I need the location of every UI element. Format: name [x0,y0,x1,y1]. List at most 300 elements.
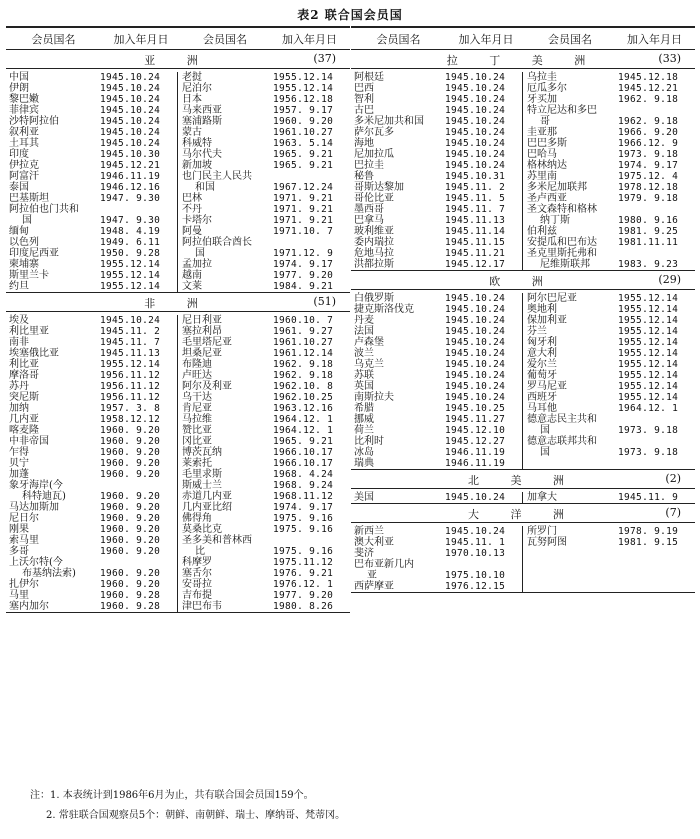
region-header [351,470,695,489]
member-name: 伊朗 [9,83,29,94]
join-date: 1945.10.25 [445,403,506,414]
table-row [524,414,695,425]
table-row [524,259,695,270]
table-row [524,381,695,392]
table-header [351,26,695,50]
member-column [6,315,177,612]
member-name: 博茨瓦纳 [182,447,222,458]
join-date: 1945.10.24 [445,381,506,392]
table-row [179,370,350,381]
table-row [179,546,350,557]
table-row [6,436,177,447]
member-name: 不丹 [182,204,202,215]
join-date: 1960. 9.20 [100,546,161,557]
join-date: 1960. 9.28 [100,590,161,601]
join-date: 1945.10.30 [100,149,161,160]
table-row [179,248,350,259]
join-date: 1950. 9.28 [100,248,161,259]
header-date-2: 加入年月日 [627,32,682,46]
member-name: 几内亚比绍 [182,502,232,513]
join-date: 1960. 9.20 [100,425,161,436]
table-row [6,403,177,414]
join-date: 1976.12.15 [445,581,506,592]
member-name: 中国 [9,72,29,83]
region-header [351,504,695,523]
table-row [524,237,695,248]
member-name: 摩洛哥 [9,370,39,381]
region-count: (2) [665,472,681,485]
member-name: 阿尔及利亚 [182,381,232,392]
join-date: 1983. 9.23 [618,259,679,270]
table-row [179,403,350,414]
join-date: 1978.12.18 [618,182,679,193]
member-name: 西萨摩亚 [354,581,394,592]
join-date: 1945.11.14 [445,226,506,237]
member-column [522,526,695,592]
member-name: 沙特阿拉伯 [9,116,59,127]
table-row [6,579,177,590]
table-row [179,392,350,403]
join-date: 1960. 9.20 [100,524,161,535]
member-name: 塞拉利昂 [182,326,222,337]
left-table [6,26,350,613]
join-date: 1947. 9.30 [100,215,161,226]
member-name: 科威特 [182,138,212,149]
table-row [351,193,522,204]
table-row [179,237,350,248]
member-name: 乌拉圭 [527,72,557,83]
join-date: 1945.10.24 [100,315,161,326]
join-date: 1955.12.14 [273,83,334,94]
member-column [522,492,695,503]
member-name: 贝宁 [9,458,29,469]
member-name: 尼日尔 [9,513,39,524]
member-name: 圣克里斯托弗和 [527,248,597,259]
join-date: 1946.11.19 [445,447,506,458]
join-date: 1947. 9.30 [100,193,161,204]
member-name: 墨西哥 [354,204,384,215]
table-row [351,570,522,581]
member-name: 德意志民主共和 [527,414,597,425]
table-row [351,149,522,160]
join-date: 1975.12. 4 [618,171,679,182]
join-date: 1945.11. 1 [445,537,506,548]
table-row [179,215,350,226]
join-date [445,559,521,570]
member-name: 阿拉伯联合酋长 [182,237,252,248]
join-date: 1948. 4.19 [100,226,161,237]
table-row [524,492,695,503]
member-name: 莱索托 [182,458,212,469]
table-row [524,537,695,548]
join-date: 1945.10.24 [100,83,161,94]
table-row [6,215,177,226]
join-date: 1945.11. 2 [100,326,161,337]
join-date: 1955.12.14 [618,359,679,370]
member-name: 斐济 [354,548,374,559]
join-date: 1945.10.24 [445,160,506,171]
join-date: 1955.12.14 [618,326,679,337]
join-date: 1945.11. 7 [100,337,161,348]
member-name: 阿尔巴尼亚 [527,293,577,304]
join-date: 1945.10.24 [445,127,506,138]
member-name: 哥伦比亚 [354,193,394,204]
region-header [351,271,695,290]
join-date: 1955.12.14 [100,270,161,281]
member-name: 古巴 [354,105,374,116]
join-date: 1945.10.24 [445,94,506,105]
table-row [179,513,350,524]
join-date: 1958.12.12 [100,414,161,425]
table-row [6,127,177,138]
table-row [351,248,522,259]
join-date [618,204,694,215]
table-row [351,392,522,403]
member-name: 白俄罗斯 [354,293,394,304]
member-name: 海地 [354,138,374,149]
member-name: 纳丁斯 [540,215,570,226]
member-name: 圣多美和普林西 [182,535,252,546]
join-date: 1981. 9.15 [618,537,679,548]
member-column [351,72,522,270]
member-name: 尼日利亚 [182,315,222,326]
member-name: 格林纳达 [527,160,567,171]
join-date: 1962. 9.18 [273,359,334,370]
member-name: 英国 [354,381,374,392]
member-name: 波兰 [354,348,374,359]
join-date: 1955.12.14 [618,304,679,315]
table-row [524,315,695,326]
table-row [351,226,522,237]
join-date: 1965. 9.21 [273,160,334,171]
join-date [618,414,694,425]
table-row [524,348,695,359]
header-date-1: 加入年月日 [113,32,169,46]
member-name: 科特迪瓦) [22,491,66,502]
table-row [6,557,177,568]
table-row [179,491,350,502]
table-row [524,160,695,171]
join-date: 1962.10. 8 [273,381,334,392]
member-name: 葡萄牙 [527,370,557,381]
table-row [524,204,695,215]
join-date [273,237,349,248]
table-row [524,326,695,337]
header-name-2: 会员国名 [203,32,247,46]
table-row [6,182,177,193]
table-row [524,105,695,116]
member-name: 马尔代夫 [182,149,222,160]
region-block [6,69,350,293]
table-row [179,436,350,447]
join-date: 1980. 8.26 [273,601,334,612]
table-row [351,160,522,171]
table-row [179,381,350,392]
member-name: 乍得 [9,447,29,458]
member-name: 比利时 [354,436,384,447]
member-name: 巴拿马 [354,215,384,226]
table-row [179,259,350,270]
table-row [6,513,177,524]
join-date: 1960. 9.20 [100,579,161,590]
member-name: 新西兰 [354,526,384,537]
table-row [6,270,177,281]
member-name: 巴哈马 [527,149,557,160]
join-date: 1979. 9.18 [618,193,679,204]
member-name: 中非帝国 [9,436,49,447]
member-name: 危地马拉 [354,248,394,259]
table-row [179,94,350,105]
join-date: 1962. 9.18 [618,94,679,105]
join-date: 1957. 9.17 [273,105,334,116]
member-name: 巴基斯坦 [9,193,49,204]
join-date: 1976.12. 1 [273,579,334,590]
join-date: 1973. 9.18 [618,149,679,160]
join-date [100,480,176,491]
table-row [179,480,350,491]
join-date: 1956.12.18 [273,94,334,105]
region-block [6,312,350,613]
table-row [524,436,695,447]
join-date: 1971. 9.21 [273,193,334,204]
join-date: 1973. 9.18 [618,447,679,458]
table-row [6,348,177,359]
member-name: 黎巴嫩 [9,94,39,105]
join-date: 1945.10.24 [445,83,506,94]
join-date: 1946.11.19 [100,171,161,182]
join-date: 1945.10.24 [445,116,506,127]
join-date: 1945.10.24 [445,149,506,160]
member-name: 苏联 [354,370,374,381]
member-name: 巴拉圭 [354,160,384,171]
member-name: 亚 [367,570,377,581]
table-row [6,568,177,579]
region-name: 北 美 洲 [468,474,578,487]
table-row [351,94,522,105]
join-date: 1945.10.24 [445,359,506,370]
member-name: 苏丹 [9,381,29,392]
join-date: 1963. 5.14 [273,138,334,149]
table-row [179,160,350,171]
join-date: 1960. 9.20 [100,469,161,480]
table-row [351,425,522,436]
member-column [522,293,695,469]
table-row [6,469,177,480]
table-row [524,116,695,127]
member-name: 卡塔尔 [182,215,212,226]
table-row [6,116,177,127]
join-date: 1945.12.27 [445,436,506,447]
join-date: 1945.10.24 [445,315,506,326]
table-row [179,281,350,292]
table-row [524,226,695,237]
member-name: 爱尔兰 [527,359,557,370]
join-date: 1966.10.17 [273,458,334,469]
join-date: 1955.12.14 [618,381,679,392]
join-date: 1971. 9.21 [273,215,334,226]
table-row [179,337,350,348]
table-row [351,326,522,337]
join-date: 1955.12.14 [100,259,161,270]
member-name: 阿根廷 [354,72,384,83]
table-row [6,193,177,204]
join-date: 1956.11.12 [100,392,161,403]
table-row [524,425,695,436]
member-name: 委内瑞拉 [354,237,394,248]
member-name: 马拉维 [182,414,212,425]
join-date: 1945.11.13 [100,348,161,359]
member-name: 哥 [540,116,550,127]
member-column [177,315,350,612]
join-date: 1977. 9.20 [273,270,334,281]
join-date: 1945.10.24 [445,392,506,403]
table-row [351,83,522,94]
member-name: 圣文森特和格林 [527,204,597,215]
member-name: 所罗门 [527,526,557,537]
table-row [6,105,177,116]
table-row [6,414,177,425]
member-name: 泰国 [9,182,29,193]
join-date: 1945.10.24 [445,72,506,83]
table-row [6,337,177,348]
member-name: 日本 [182,94,202,105]
join-date: 1960. 9.20 [100,491,161,502]
table-row [524,94,695,105]
table-row [351,348,522,359]
member-column [351,293,522,469]
member-name: 比 [195,546,205,557]
member-name: 津巴布韦 [182,601,222,612]
join-date: 1978. 9.19 [618,526,679,537]
table-row [524,72,695,83]
table-row [351,215,522,226]
member-name: 南非 [9,337,29,348]
table-row [6,535,177,546]
member-name: 马达加斯加 [9,502,59,513]
table-row [179,72,350,83]
join-date: 1945.10.24 [445,293,506,304]
join-date: 1974. 9.17 [273,259,334,270]
table-row [6,601,177,612]
join-date: 1945.10.24 [445,105,506,116]
member-name: 莫桑比克 [182,524,222,535]
member-name: 加纳 [9,403,29,414]
join-date: 1955.12.14 [618,348,679,359]
table-row [179,469,350,480]
member-name: 塞舌尔 [182,568,212,579]
region-name: 非 洲 [144,297,212,310]
table-row [179,458,350,469]
table-row [351,537,522,548]
member-name: 赞比亚 [182,425,212,436]
member-name: 安提瓜和巴布达 [527,237,597,248]
member-name: 巴林 [182,193,202,204]
join-date: 1971.10. 7 [273,226,334,237]
member-name: 乌克兰 [354,359,384,370]
join-date: 1960. 9.20 [100,447,161,458]
region-count: (7) [665,506,681,519]
member-column [351,492,522,503]
table-row [524,149,695,160]
table-row [6,370,177,381]
table-row [6,590,177,601]
member-name: 吉布提 [182,590,212,601]
member-name: 菲律宾 [9,105,39,116]
table-row [179,204,350,215]
join-date: 1956.11.12 [100,381,161,392]
member-name: 埃塞俄比亚 [9,348,59,359]
member-name: 美国 [354,492,374,503]
join-date: 1960. 9.20 [100,513,161,524]
join-date: 1964.12. 1 [273,414,334,425]
region-name: 欧 洲 [489,275,557,288]
join-date: 1960. 9.20 [100,535,161,546]
member-name: 国 [540,447,550,458]
table-row [179,579,350,590]
join-date: 1971.12. 9 [273,248,334,259]
join-date: 1975. 9.16 [273,513,334,524]
join-date: 1967.12.24 [273,182,334,193]
member-name: 斯威士兰 [182,480,222,491]
member-name: 卢森堡 [354,337,384,348]
table-row [351,581,522,592]
table-row [351,171,522,182]
member-name: 印度 [9,149,29,160]
table-row [179,601,350,612]
join-date: 1974. 9.17 [273,502,334,513]
join-date [100,557,176,568]
join-date: 1961. 9.27 [273,326,334,337]
join-date: 1945.10.24 [445,326,506,337]
member-column [177,72,350,292]
member-name: 索马里 [9,535,39,546]
member-name: 丹麦 [354,315,374,326]
join-date: 1960. 9.20 [100,568,161,579]
table-row [179,105,350,116]
member-name: 文莱 [182,281,202,292]
join-date: 1964.12. 1 [618,403,679,414]
table-row [524,182,695,193]
table-row [6,149,177,160]
join-date: 1962. 9.18 [618,116,679,127]
join-date: 1945.12.21 [618,83,679,94]
region-name: 亚 洲 [144,54,212,67]
join-date: 1973. 9.18 [618,425,679,436]
member-name: 马里 [9,590,29,601]
member-column [522,72,695,270]
member-name: 巴布亚新几内 [354,559,414,570]
member-name: 缅甸 [9,226,29,237]
join-date: 1945.10.31 [445,171,506,182]
table-row [179,502,350,513]
table-row [179,149,350,160]
member-name: 巴巴多斯 [527,138,567,149]
member-name: 玻利维亚 [354,226,394,237]
footnotes [30,786,345,826]
join-date: 1945.12.18 [618,72,679,83]
table-row [6,326,177,337]
join-date: 1955.12.14 [273,72,334,83]
member-name: 喀麦隆 [9,425,39,436]
member-name: 萨尔瓦多 [354,127,394,138]
table-row [524,447,695,458]
member-name: 坦桑尼亚 [182,348,222,359]
table-row [6,72,177,83]
member-name: 马来西亚 [182,105,222,116]
member-name: 几内亚 [9,414,39,425]
member-name: 厄瓜多尔 [527,83,567,94]
table-row [6,204,177,215]
